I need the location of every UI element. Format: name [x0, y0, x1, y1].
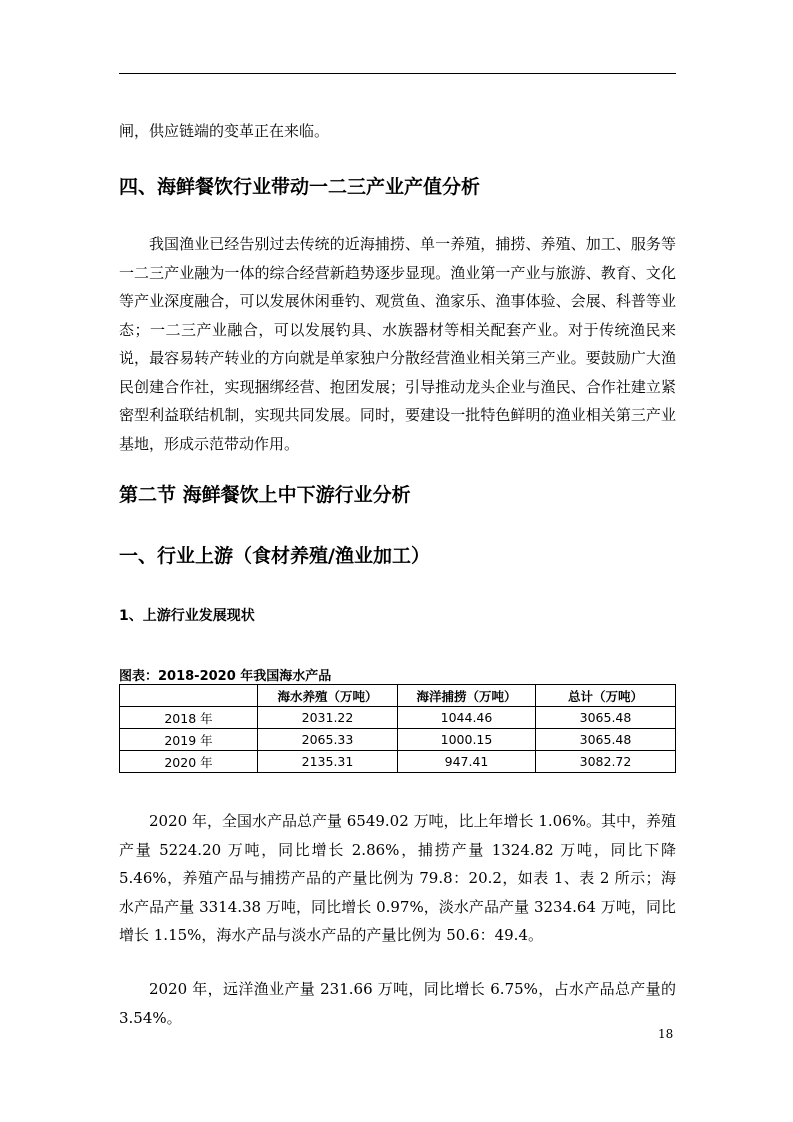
table-cell: 2031.22 [258, 707, 398, 729]
section4-heading: 四、海鲜餐饮行业带动一二三产业产值分析 [119, 176, 481, 198]
subsubsection1-heading: 1、上游行业发展现状 [119, 608, 255, 624]
table-cell: 2065.33 [258, 729, 398, 751]
table-header-cell: 海洋捕捞（万吨） [398, 685, 536, 707]
table-header-cell: 海水养殖（万吨） [258, 685, 398, 707]
table-cell: 2135.31 [258, 751, 398, 773]
table-cell: 1044.46 [398, 707, 536, 729]
table-header-row [120, 685, 676, 707]
table-row [120, 729, 676, 751]
ocean-fishery-paragraph: 2020 年，远洋渔业产量 231.66 万吨，同比增长 6.75%，占水产品总产量的 3.54%。 [119, 980, 676, 1027]
sea-products-table [119, 684, 676, 773]
table-cell: 947.41 [398, 751, 536, 773]
continuation-text: 闸，供应链端的变革正在来临。 [119, 122, 330, 140]
table-row [120, 707, 676, 729]
page-number: 18 [658, 1027, 674, 1041]
section4-paragraph: 我国渔业已经告别过去传统的近海捕捞、单一养殖，捕捞、养殖、加工、服务等一二三产业融为一体的综合经营新趋势逐步显现。渔业第一产业与旅游、教育、文化等产业深度融合，可以发展休闲垂钓、观赏鱼、渔家乐、渔事体验、会展、科普等业态；一二三产业融合，可以发展钓具、水族器材等相关配套产业。对于传统渔民来说，最容易转产转业的方向就是单家独户分散经营渔业相关第三产业。要鼓励广大渔民创建合作社，实现捆绑经营、抱团发展；引导推动龙头企业与渔民、合作社建立紧密型利益联结机制，实现共同发展。同时，要建设一批特色鲜明的渔业相关第三产业基地，形成示范带动作用。 [119, 235, 676, 453]
table-cell: 3082.72 [536, 751, 676, 773]
table-cell: 2019 年 [120, 729, 258, 751]
production-paragraph: 2020 年，全国水产品总产量 6549.02 万吨，比上年增长 1.06%。其中，养殖产量 5224.20 万吨，同比增长 2.86%，捕捞产量 1324.82 万吨，同比下降 5.46%，养殖产品与捕捞产品的产量比例为 79.8：20.2，如表 1、表 2 所示；海水产品产量 3314.38 万吨，同比增长 0.97%，淡水产品产量 3234.64 万吨，同比增长 1.15%，海水产品与淡水产品的产量比例为 50.6：49.4。 [119, 812, 676, 944]
table-cell: 2018 年 [120, 707, 258, 729]
chapter-section-heading: 第二节 海鲜餐饮上中下游行业分析 [119, 484, 411, 506]
table-caption: 图表：2018-2020 年我国海水产品 [119, 669, 332, 684]
header-rule [119, 73, 676, 74]
table-cell: 3065.48 [536, 729, 676, 751]
table-header-cell: 总计（万吨） [536, 685, 676, 707]
table-cell: 3065.48 [536, 707, 676, 729]
table-cell: 1000.15 [398, 729, 536, 751]
table-cell: 2020 年 [120, 751, 258, 773]
table-row [120, 751, 676, 773]
table-header-cell [120, 685, 258, 707]
subsection1-heading: 一、行业上游（食材养殖/渔业加工） [119, 545, 430, 567]
